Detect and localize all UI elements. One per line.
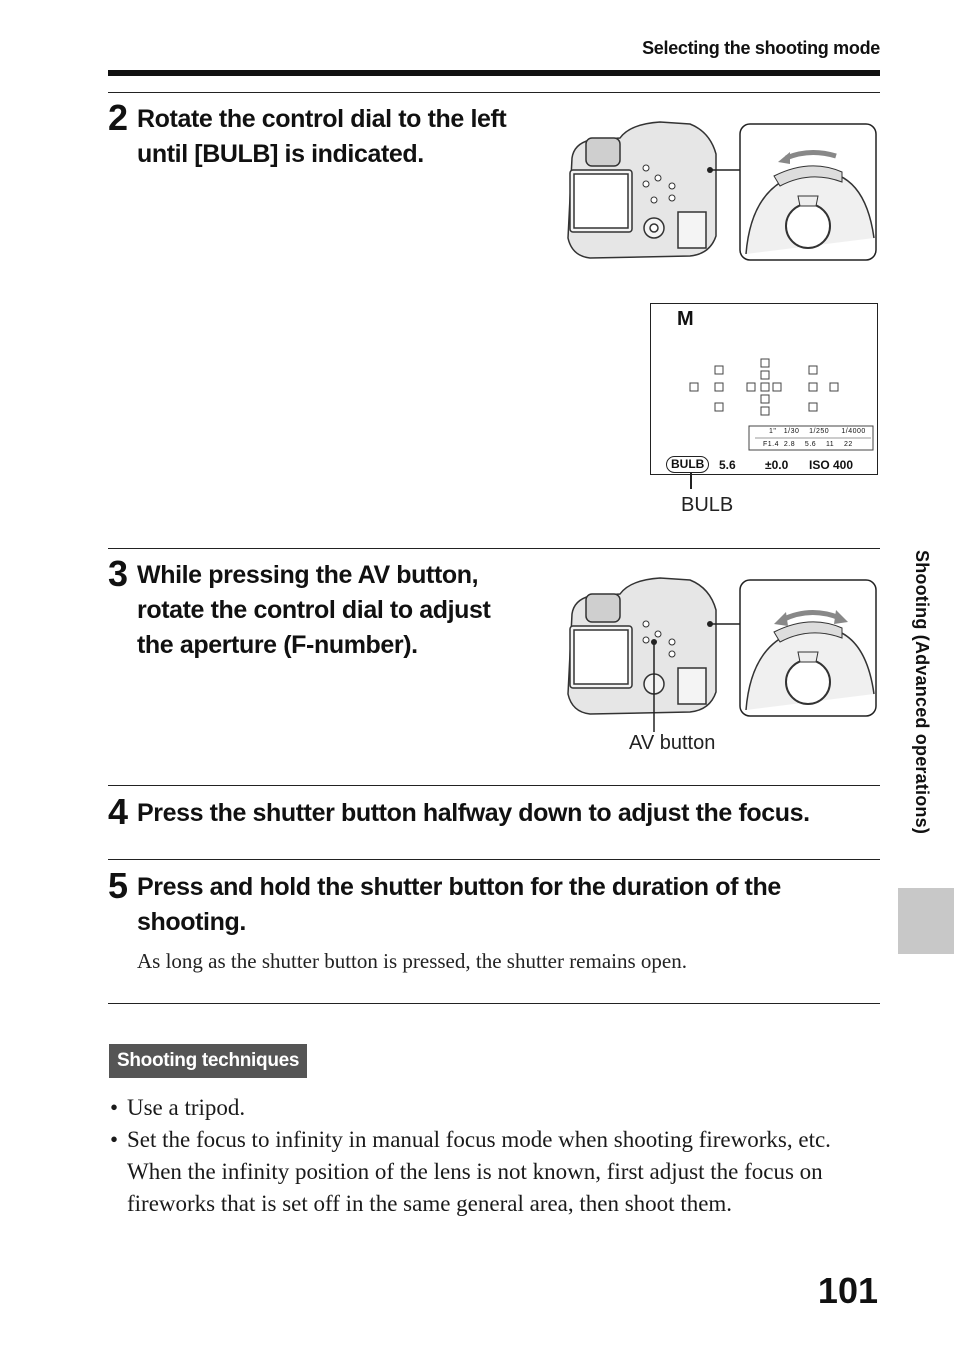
camera-back-illustration-step-2 (560, 118, 880, 266)
step-2-number: 2 (108, 97, 129, 138)
camera-back-illustration-step-3 (560, 574, 880, 734)
section-divider (108, 859, 880, 860)
section-tab-marker (898, 888, 954, 954)
scale-bottom-5: 22 (844, 441, 853, 448)
step-2-text (137, 102, 506, 172)
techniques-heading: Shooting techniques (109, 1044, 307, 1078)
step-5-text (137, 870, 781, 940)
step-3-text (137, 558, 491, 663)
av-button-caption: AV button (629, 732, 716, 754)
scale-bottom-1: F1.4 (763, 441, 780, 448)
page-number: 101 (817, 1270, 878, 1311)
lcd-shutter-scale (769, 428, 866, 435)
lcd-exposure-comp: ±0.0 (765, 458, 789, 472)
section-divider (108, 785, 880, 786)
sidebar-section-label (908, 550, 932, 880)
step-4-number: 4 (108, 791, 129, 832)
step-4-text: Press the shutter button halfway down to adjust the focus. (137, 799, 810, 827)
step-2-line-2: until [BULB] is indicated. (137, 140, 424, 168)
step-5-note: As long as the shutter button is pressed, the shutter remains open. (137, 949, 687, 973)
step-5-line-1: Press and hold the shutter button for the duration of the (137, 873, 781, 901)
list-item-text: Set the focus to infinity in manual focus mode when shooting fireworks, etc. When the infinity position of the lens is not known, first adjust the focus on fireworks that is set off in the same general area, then shoot them. (127, 1127, 831, 1216)
lcd-aperture-value: 5.6 (719, 458, 736, 472)
running-header: Selecting the shooting mode (642, 38, 880, 58)
lcd-display (650, 303, 878, 475)
scale-top-3: 1/250 (809, 428, 830, 435)
scale-top-1: 1" (769, 428, 777, 435)
bulb-callout-line (690, 473, 692, 489)
step-3-line-1: While pressing the AV button, (137, 561, 479, 589)
section-divider (108, 1003, 880, 1004)
scale-bottom-3: 5.6 (804, 441, 817, 448)
list-item: • Set the focus to infinity in manual focus mode when shooting fireworks, etc. When the infinity position of the lens is not known, first adjust the focus on fireworks that is set off in the same general area, then shoot them. (110, 1127, 831, 1216)
section-divider (108, 92, 880, 93)
lcd-bulb-indicator: BULB (666, 456, 709, 473)
header-rule (108, 70, 880, 76)
techniques-list (110, 1092, 880, 1220)
step-3-line-2: rotate the control dial to adjust (137, 596, 491, 624)
af-area-grid (651, 304, 877, 474)
step-3-number: 3 (108, 553, 129, 594)
section-divider (108, 548, 880, 549)
scale-bottom-2: 2.8 (783, 441, 796, 448)
step-3-line-3: the aperture (F-number). (137, 631, 418, 659)
sidebar-label-text: Shooting (Advanced operations) (912, 550, 932, 835)
lcd-iso-value: ISO 400 (809, 458, 854, 472)
scale-bottom-4: 11 (825, 441, 835, 448)
step-2-line-1: Rotate the control dial to the left (137, 105, 507, 133)
step-5-line-2: shooting. (137, 908, 246, 936)
scale-top-4: 1/4000 (841, 428, 866, 435)
lcd-mode-indicator: M (677, 308, 694, 330)
list-item-text: Use a tripod. (127, 1095, 246, 1120)
list-item: • Use a tripod. (110, 1095, 246, 1120)
step-5-number: 5 (108, 865, 129, 906)
bulb-caption: BULB (681, 494, 734, 516)
scale-top-2: 1/30 (783, 428, 800, 435)
lcd-aperture-scale (763, 441, 853, 448)
